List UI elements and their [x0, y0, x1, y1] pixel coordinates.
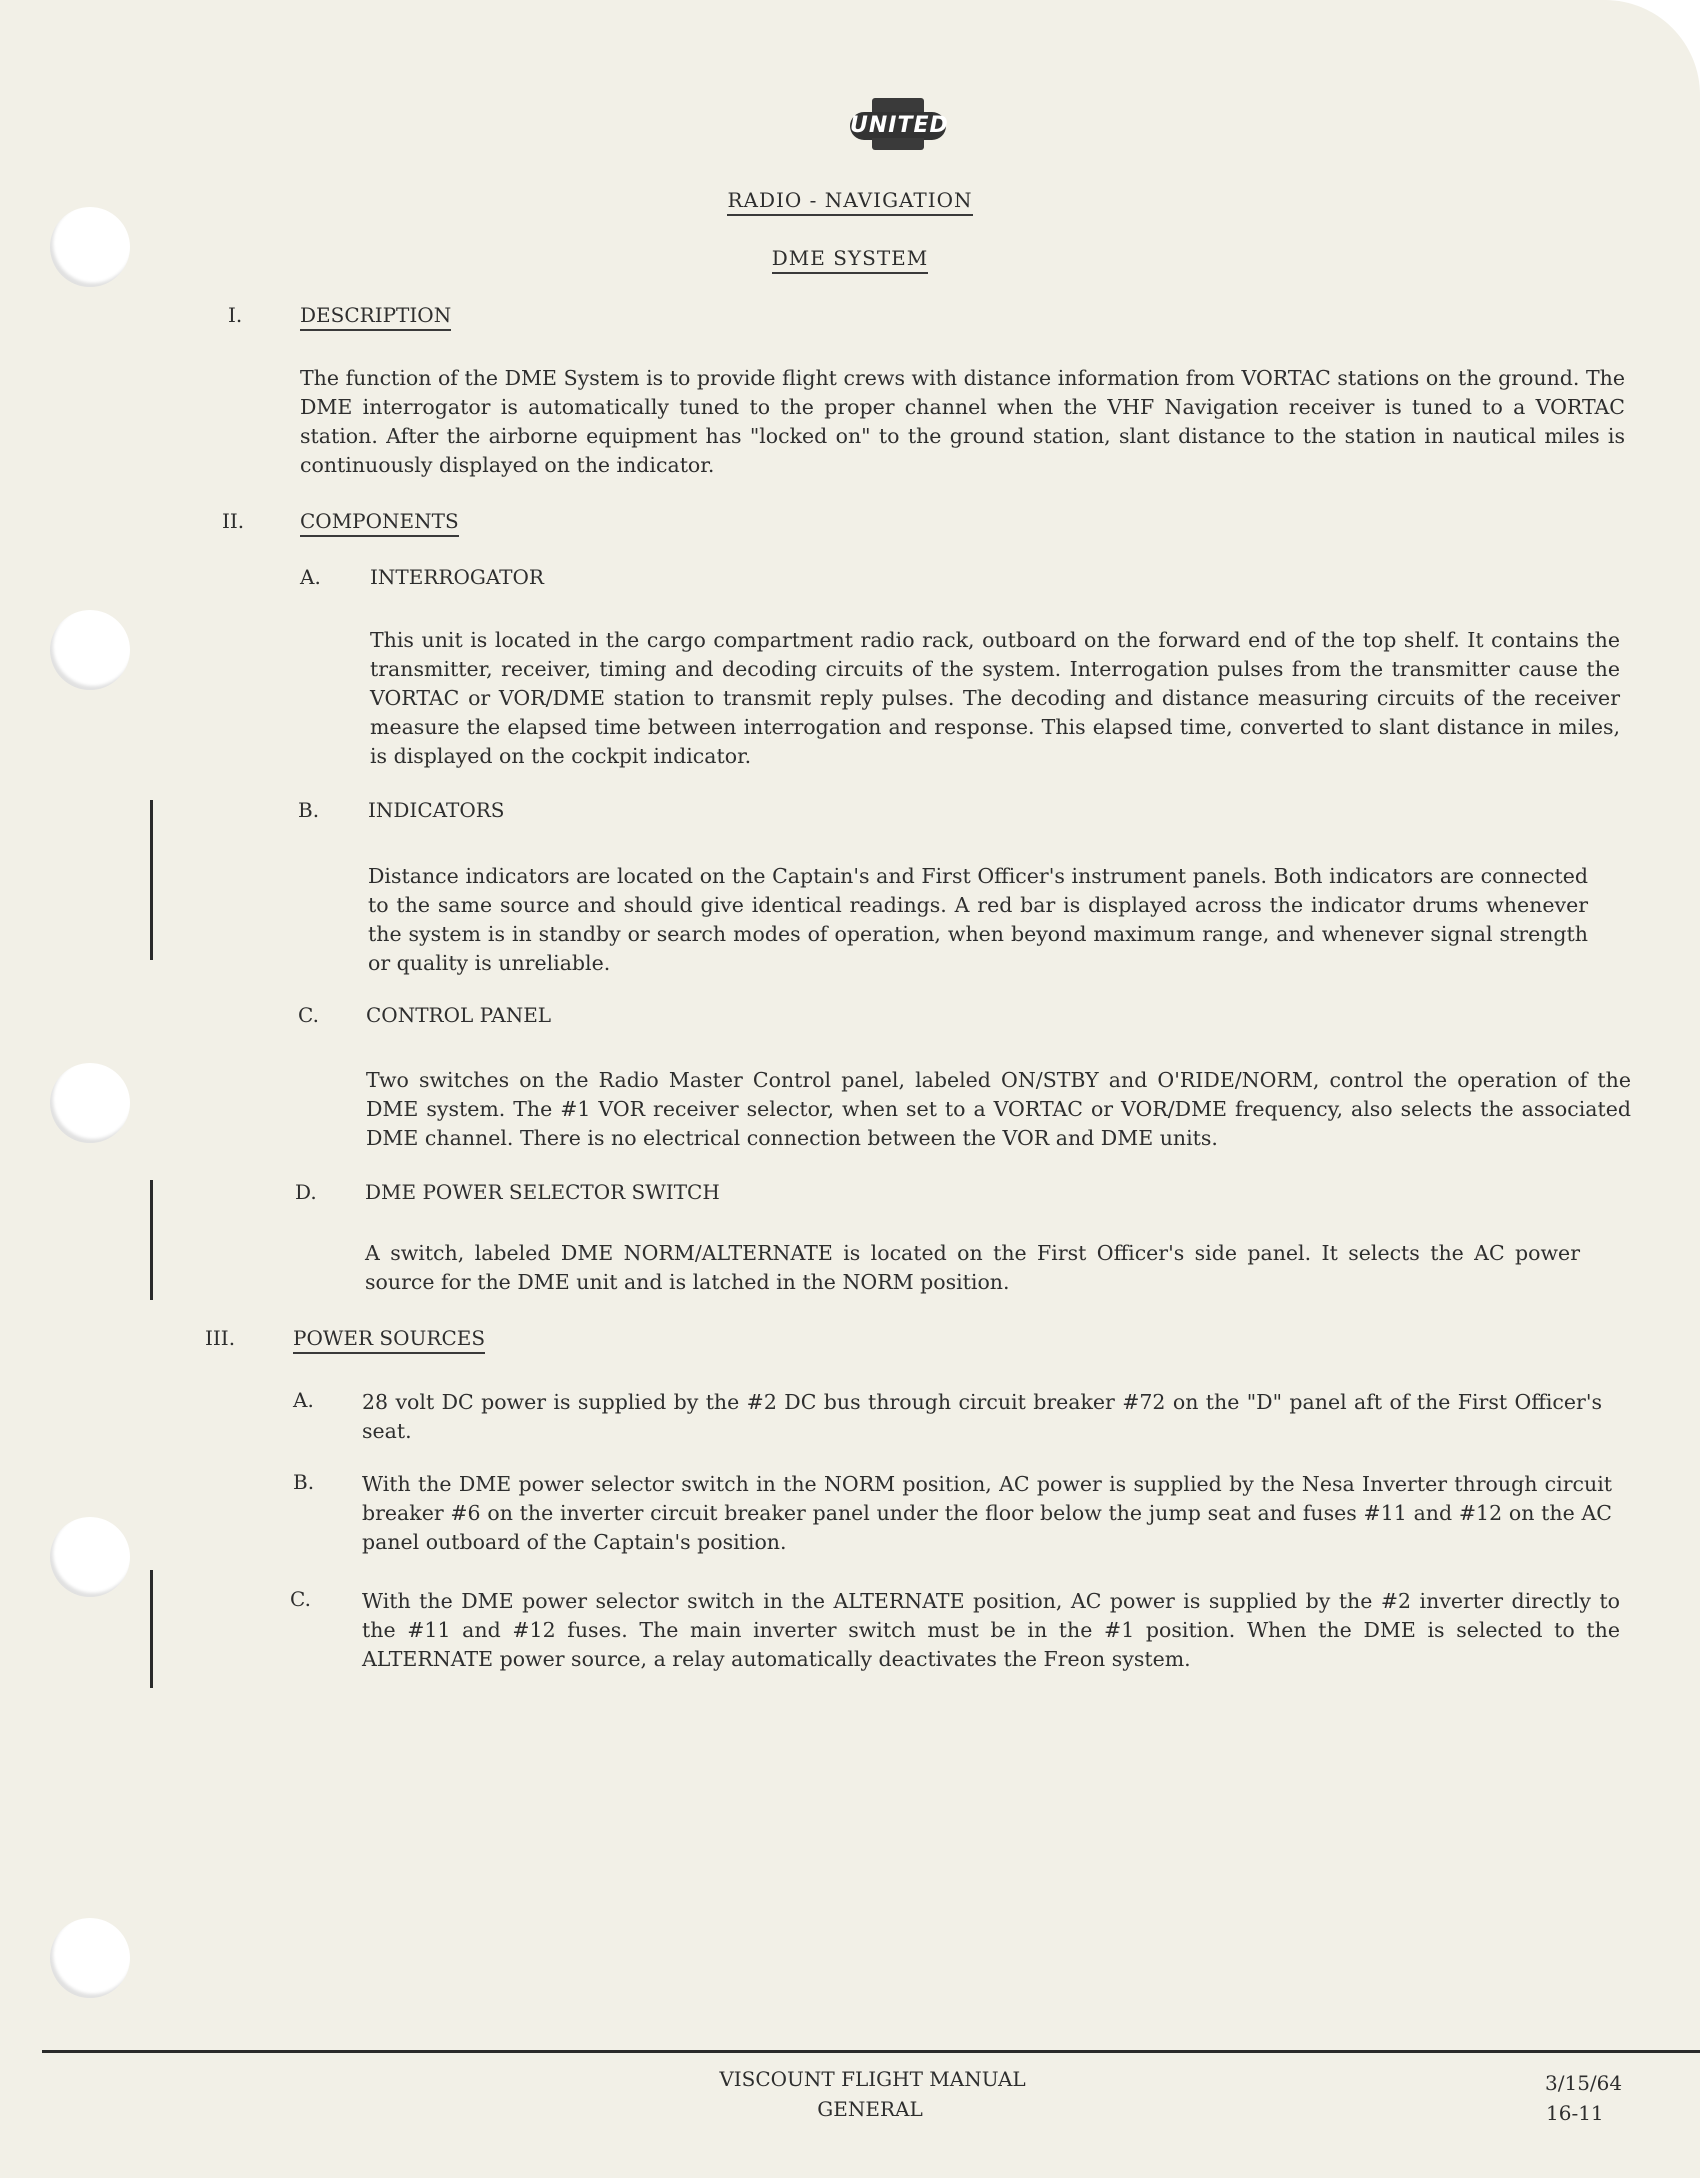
section-number: I. — [228, 303, 243, 327]
footer-date: 3/15/64 — [1545, 2071, 1623, 2095]
section-heading-components: COMPONENTS — [300, 509, 459, 533]
change-bar — [150, 1570, 153, 1688]
control-panel-text: Two switches on the Radio Master Control panel, labeled ON/STBY and O'RIDE/NORM, control the operation of the DME system. The #1 VOR receiver selector, when set to a VORTAC or VOR/DME frequency, also selects the associated DME channel. There is no electrical connection between the VOR and DME units. — [366, 1068, 1631, 1150]
page-subtitle: DME SYSTEM — [0, 246, 1700, 270]
power-source-dc-text: 28 volt DC power is supplied by the #2 DC bus through circuit breaker #72 on the "D" panel aft of the First Officer's seat. — [362, 1390, 1602, 1443]
item-letter: D. — [295, 1180, 317, 1204]
page-title: RADIO - NAVIGATION — [0, 188, 1700, 212]
indicators-text: Distance indicators are located on the Captain's and First Officer's instrument panels. Both indicators are connected to the same source and should give identical readings. A red bar is displayed across the indicator drums whenever the system is in standby or search modes of operation, when beyond maximum range, and whenever signal strength or quality is unreliable. — [368, 864, 1588, 975]
logo-text: UNITED — [850, 113, 949, 138]
power-source-alternate-text: With the DME power selector switch in the ALTERNATE position, AC power is supplied by the #2 inverter directly to the #11 and #12 fuses. The main inverter switch must be in the #1 position. When the DME is selected to the ALTERNATE power source, a relay automatically deactivates the Freon system. — [362, 1589, 1620, 1671]
item-letter: C. — [290, 1587, 311, 1611]
dme-power-selector-text: A switch, labeled DME NORM/ALTERNATE is located on the First Officer's side panel. It selects the AC power source for the DME unit and is latched in the NORM position. — [365, 1241, 1580, 1294]
item-heading-indicators: INDICATORS — [368, 798, 505, 822]
section-heading-power-sources: POWER SOURCES — [293, 1326, 485, 1350]
section-number: II. — [222, 509, 245, 533]
binder-hole — [50, 1517, 130, 1597]
interrogator-text: This unit is located in the cargo compartment radio rack, outboard on the forward end of the top shelf. It contains the transmitter, receiver, timing and decoding circuits of the system. Interrogation pulses from the transmitter cause the VORTAC or VOR/DME station to transmit reply pulses. The decoding and distance measuring circuits of the receiver measure the elapsed time between interrogation and response. This elapsed time, converted to slant distance in miles, is displayed on the cockpit indicator. — [370, 628, 1620, 768]
power-source-norm-text: With the DME power selector switch in the NORM position, AC power is supplied by the Nesa Inverter through circuit breaker #6 on the inverter circuit breaker panel under the floor below the jump seat and fuses #11 and #12 on the AC panel outboard of the Captain's position. — [362, 1472, 1612, 1554]
footer-rule — [42, 2050, 1700, 2053]
footer-page-number: 16-11 — [1546, 2101, 1604, 2125]
section-number: III. — [205, 1326, 236, 1350]
change-bar — [150, 800, 153, 960]
section-heading-description: DESCRIPTION — [300, 303, 451, 327]
footer-section: GENERAL — [817, 2097, 923, 2121]
binder-hole — [50, 610, 130, 690]
footer-manual-title: VISCOUNT FLIGHT MANUAL — [719, 2067, 1026, 2091]
change-bar — [150, 1180, 153, 1300]
item-letter: A. — [300, 565, 321, 589]
item-letter: A. — [293, 1388, 314, 1412]
item-heading-dme-power-selector: DME POWER SELECTOR SWITCH — [365, 1180, 720, 1204]
description-text: The function of the DME System is to provide flight crews with distance information from VORTAC stations on the ground. The DME interrogator is automatically tuned to the proper channel when the VHF Navigation receiver is tuned to a VORTAC station. After the airborne equipment has "locked on" to the ground station, slant distance to the station in nautical miles is continuously displayed on the indicator. — [300, 366, 1625, 477]
binder-hole — [50, 1063, 130, 1143]
item-letter: C. — [298, 1003, 319, 1027]
binder-hole — [50, 1918, 130, 1998]
item-letter: B. — [298, 798, 320, 822]
item-heading-interrogator: INTERROGATOR — [370, 565, 544, 589]
item-heading-control-panel: CONTROL PANEL — [366, 1003, 552, 1027]
united-logo — [850, 98, 949, 154]
item-letter: B. — [293, 1470, 315, 1494]
